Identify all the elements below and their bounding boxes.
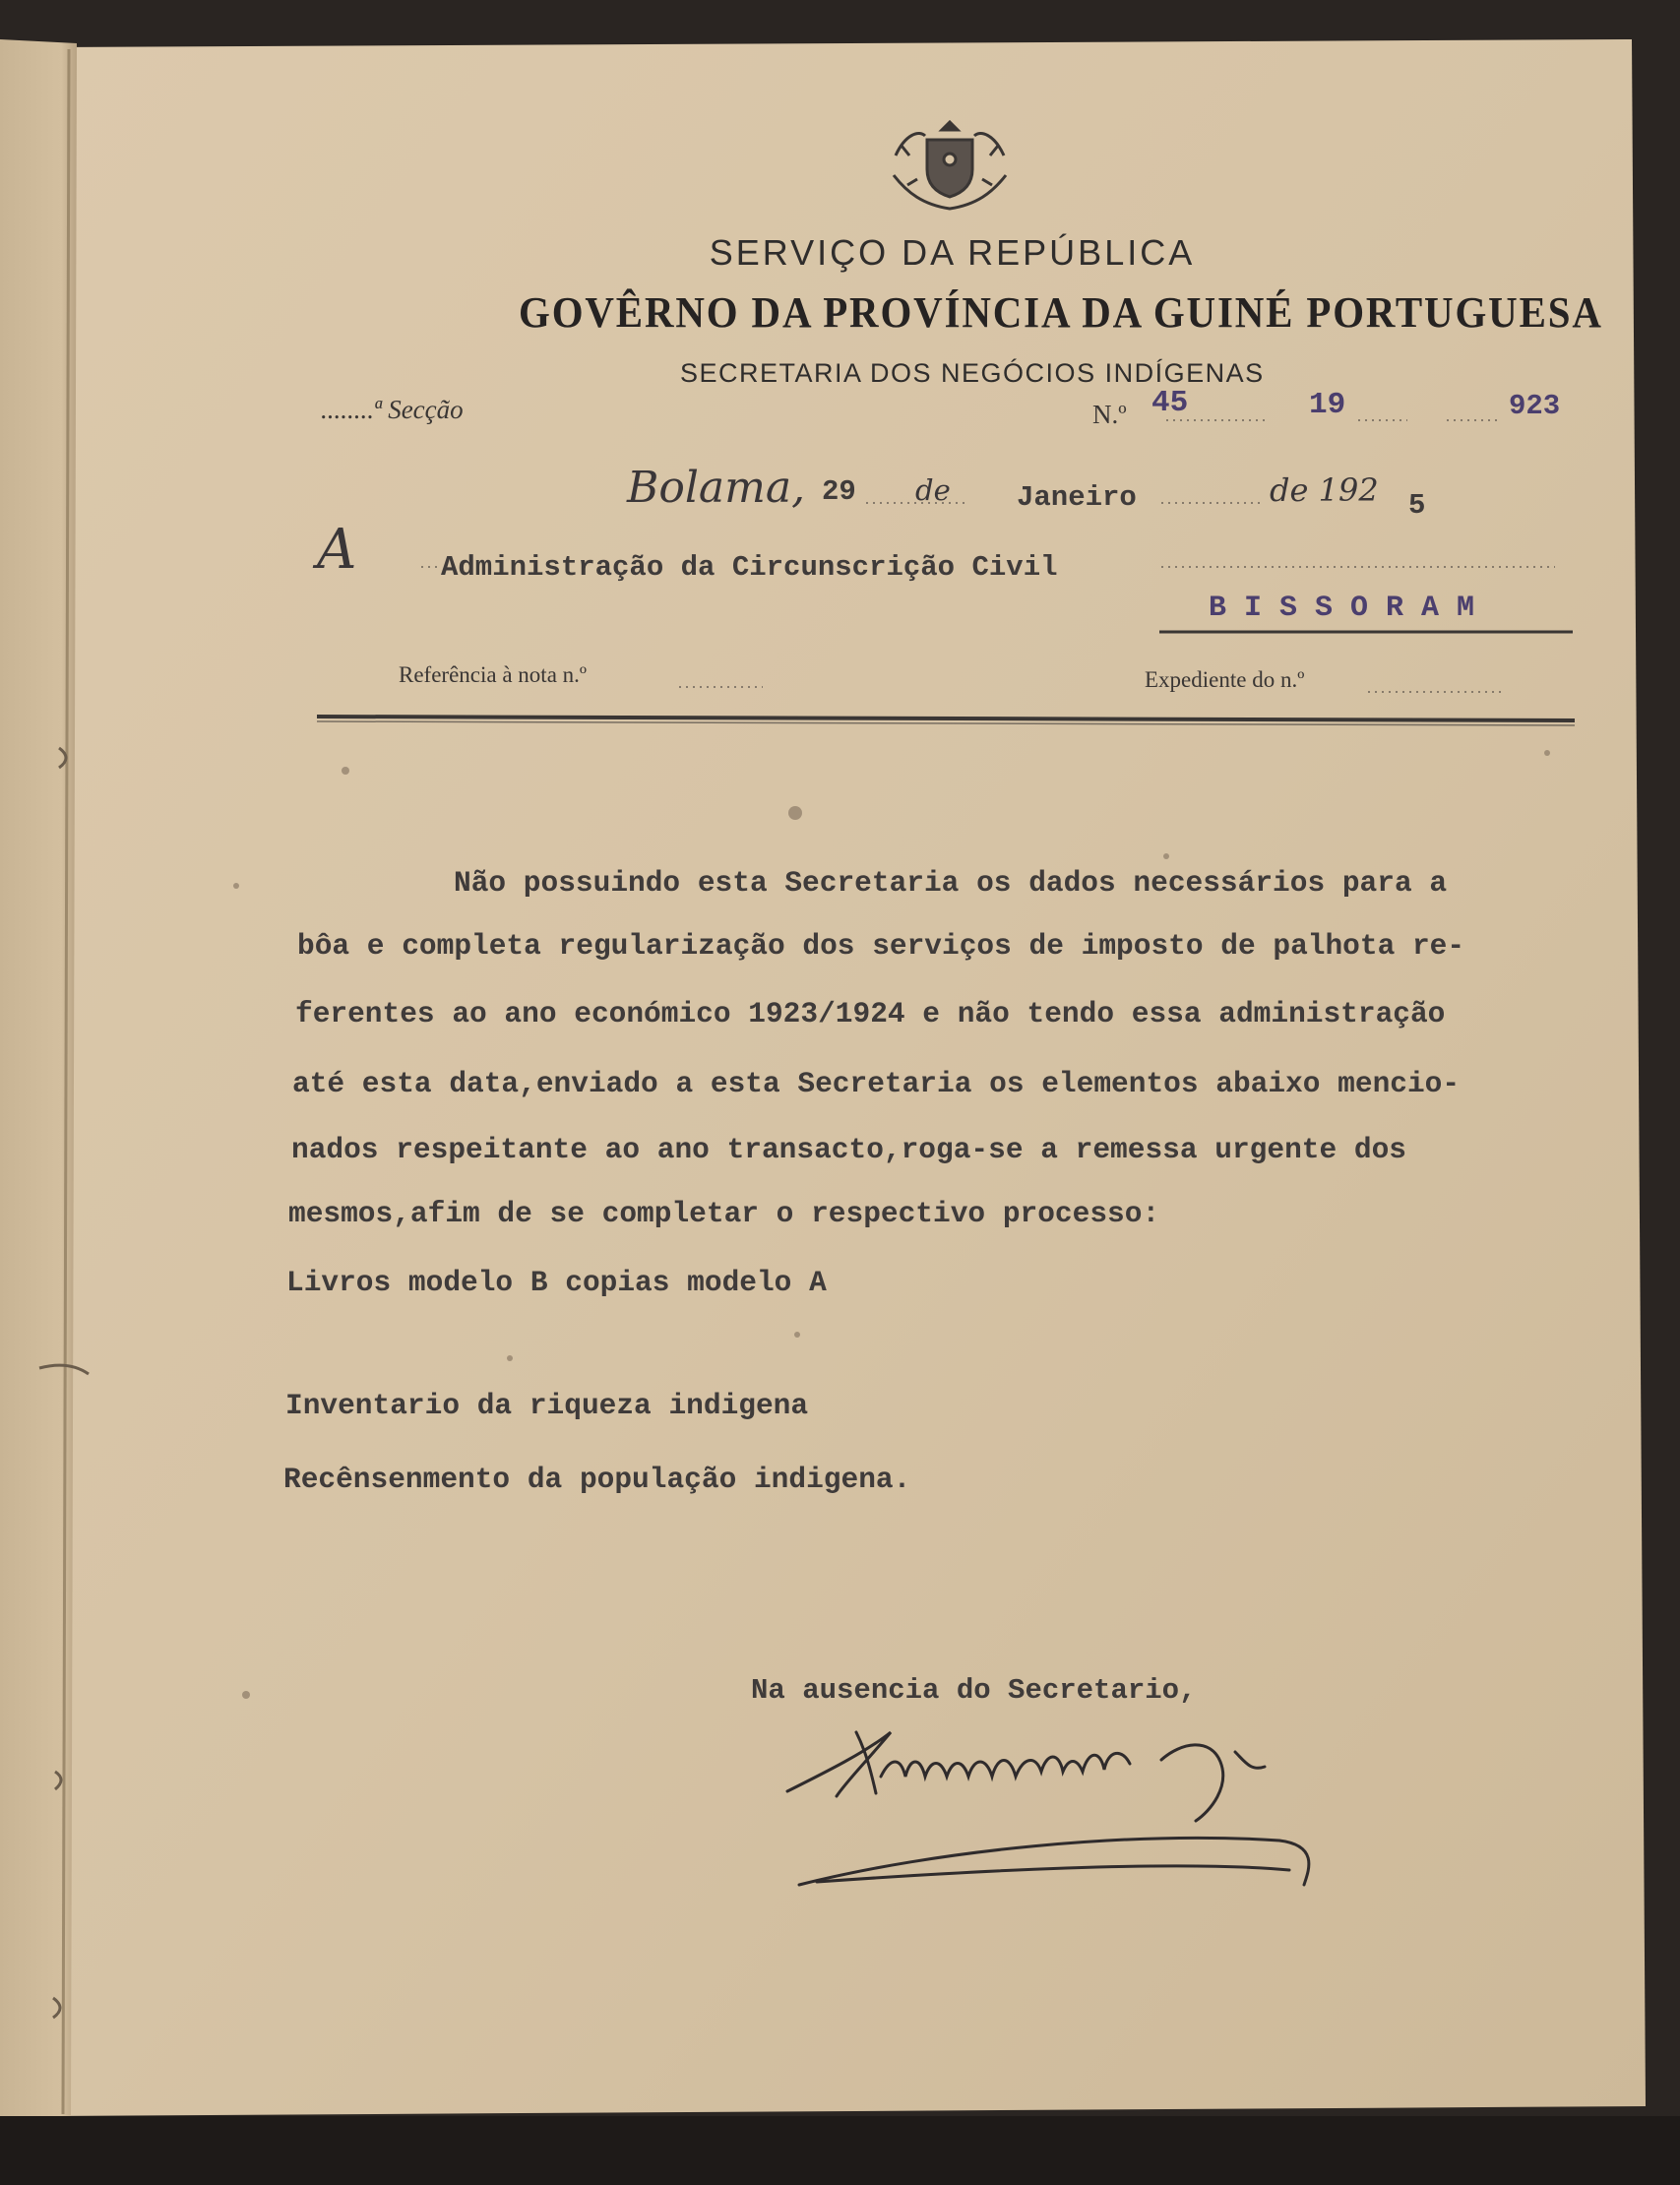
closing-line: Na ausencia do Secretario, xyxy=(751,1674,1197,1707)
destination: BISSORAM xyxy=(1209,592,1493,625)
section-label: ........ª Secção xyxy=(321,395,464,424)
date-de: de xyxy=(915,473,951,507)
expedient-label: Expediente do n.º xyxy=(1145,667,1305,692)
coat-of-arms-emblem xyxy=(888,116,1012,213)
body-line: bôa e completa regularização dos serviços de imposto de palhota re- xyxy=(297,929,1465,963)
body-line: mesmos,afim de se completar o respectivo processo: xyxy=(288,1197,1160,1230)
body-line: Livros modelo B copias modelo A xyxy=(286,1266,827,1299)
list-item: Inventario da riqueza indigena xyxy=(285,1389,809,1422)
date-year-prefix: de 192 xyxy=(1270,471,1379,509)
date-day: 29 xyxy=(822,475,856,508)
body-line: nados respeitante ao ano transacto,roga-se a remessa urgente dos xyxy=(291,1133,1406,1166)
document-number-sub: 19 xyxy=(1309,388,1346,422)
place-name: Bolama, xyxy=(627,463,806,513)
date-year-digit: 5 xyxy=(1408,489,1426,522)
reference-label: Referência à nota n.º xyxy=(399,662,588,687)
body-line: Não possuindo esta Secretaria os dados necessários para a xyxy=(454,866,1448,900)
body-line: ferentes ao ano económico 1923/1924 e não tendo essa administração xyxy=(295,997,1446,1030)
secretariat-heading: SECRETARIA DOS NEGÓCIOS INDÍGENAS xyxy=(680,358,1265,388)
number-label: N.º xyxy=(1092,400,1127,429)
government-heading: GOVÊRNO DA PROVÍNCIA DA GUINÉ PORTUGUESA xyxy=(519,288,1603,337)
date-month: Janeiro xyxy=(1017,481,1137,514)
document-number: 45 xyxy=(1151,386,1189,420)
list-item: Recênsenmento da população indigena. xyxy=(283,1463,911,1496)
addressee-name: Administração da Circunscrição Civil xyxy=(441,551,1058,584)
service-heading: SERVIÇO DA REPÚBLICA xyxy=(709,232,1196,273)
document-number-year: 923 xyxy=(1509,390,1561,422)
body-line: até esta data,enviado a esta Secretaria os elementos abaixo mencio- xyxy=(292,1067,1461,1100)
addressee-prefix: A xyxy=(317,518,357,582)
